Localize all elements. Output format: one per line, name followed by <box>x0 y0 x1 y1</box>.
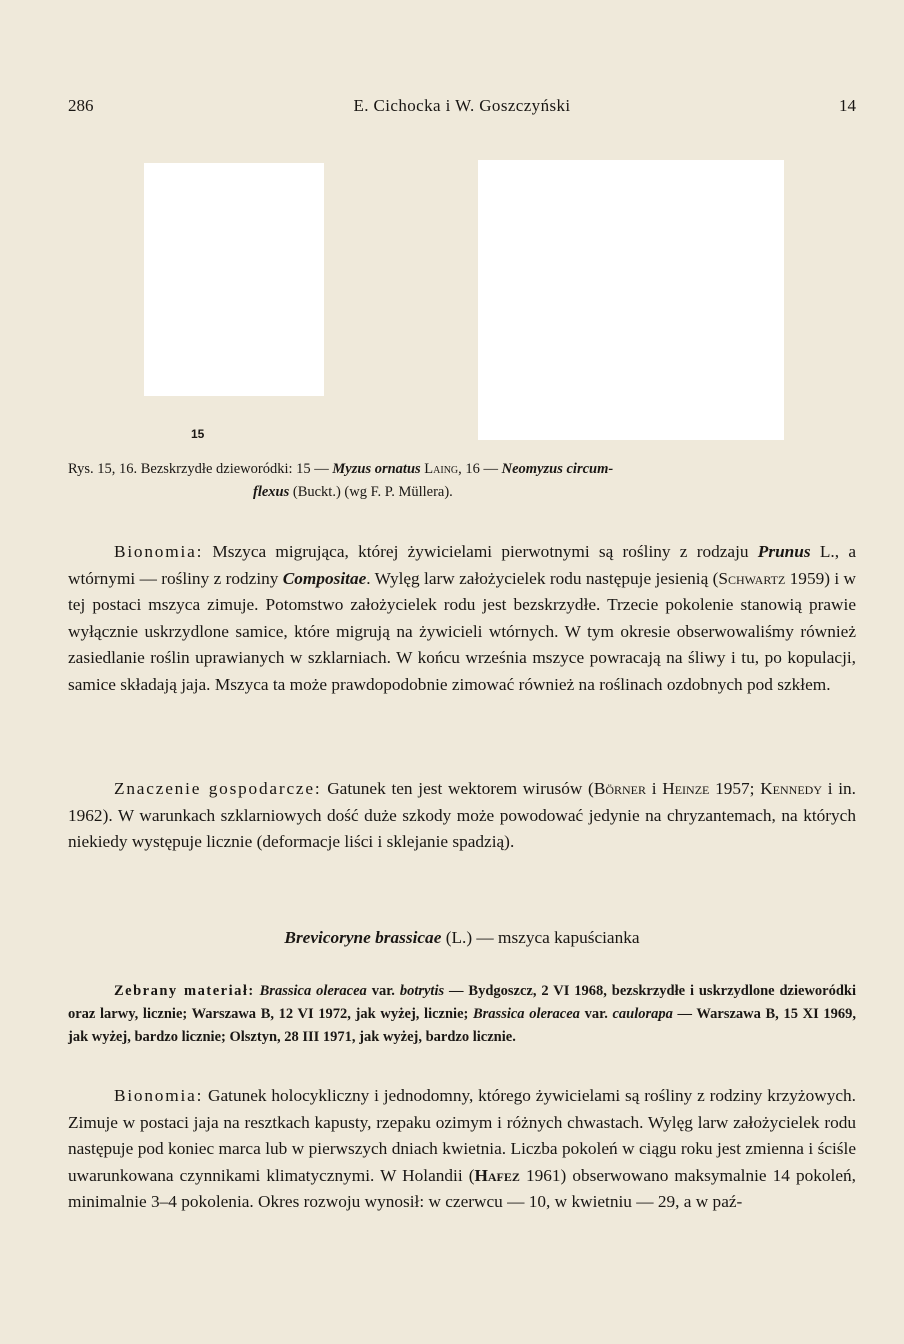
paragraph-bionomia-1: Bionomia: Mszyca migrująca, której żywicielami pierwotnymi są rośliny z rodzaju Prunus L., a wtórnymi — rośliny z rodziny Compositae. Wylęg larw założycielek rodu następuje jesienią (Schwartz 1959) i w tej postaci mszyca zimuje. Potomstwo założycielek rodu jest bezskrzydłe. Trzecie pokolenie stanowią prawie wyłącznie uskrzydlone samice, które migrują na żywicieli wtórnych. W tym okresie obserwowaliśmy również zasiedlanie roślin uprawianych w szklarniach. W końcu września mszyce powracają na śliwy i tu, po kopulacji, samice składają jaja. Mszyca ta może prawdopodobnie zimować również na roślinach ozdobnych pod szkłem. <box>68 542 856 694</box>
paragraph-bionomia-2: Bionomia: Gatunek holocykliczny i jednodomny, którego żywicielami są rośliny z rodziny krzyżowych. Zimuje w postaci jaja na resztkach kapusty, rzepaku ozimym i różnych chwastach. Wylęg larw założycielek rodu następuje pod koniec marca lub w pierwszych dniach kwietnia. Liczba pokoleń w ciągu roku jest zmienna i ściśle uwarunkowana czynnikami klimatycznymi. W Holandii (Hafez 1961) obserwowano maksymalnie 14 pokoleń, minimalnie 3–4 pokolenia. Okres rozwoju wynosił: w czerwcu — 10, w kwietniu — 29, a w paź- <box>68 1086 856 1211</box>
paragraph-znaczenie: Znaczenie gospodarcze: Gatunek ten jest wektorem wirusów (Börner i Heinze 1957; Kennedy i in. 1962). W warunkach szklarniowych dość duże szkody może powodować jedynie na chryzantemach, na których niekiedy występuje licznie (deformacje liści i sklejanie spadzią). <box>68 779 856 851</box>
caption-line-2: flexus (Buckt.) (wg F. P. Müllera). <box>253 484 453 500</box>
caption-line-1: Rys. 15, 16. Bezskrzydłe dzieworódki: 15 — Myzus ornatus Laing, 16 — Neomyzus circum- <box>68 461 614 477</box>
figure-16-image <box>478 160 784 440</box>
page-number: 286 <box>68 96 94 115</box>
species-heading: Brevicoryne brassicae (L.) — mszyca kapuścianka <box>284 928 640 947</box>
figure-caption <box>68 458 856 504</box>
figure-15-image <box>144 163 324 396</box>
running-title: E. Cichocka i W. Goszczyński <box>353 96 571 115</box>
issue-number: 14 <box>839 96 856 115</box>
collected-material: Zebrany materiał: Brassica oleracea var. botrytis — Bydgoszcz, 2 VI 1968, bezskrzydłe i uskrzydlone dzieworódki oraz larwy, licznie; Warszawa B, 12 VI 1972, jak wyżej, licznie; Brassica oleracea var. caulorapa — Warszawa B, 15 XI 1969, jak wyżej, bardzo licznie; Olsztyn, 28 III 1971, jak wyżej, bardzo licznie. <box>68 983 857 1045</box>
figure-15-label: 15 <box>191 427 205 441</box>
